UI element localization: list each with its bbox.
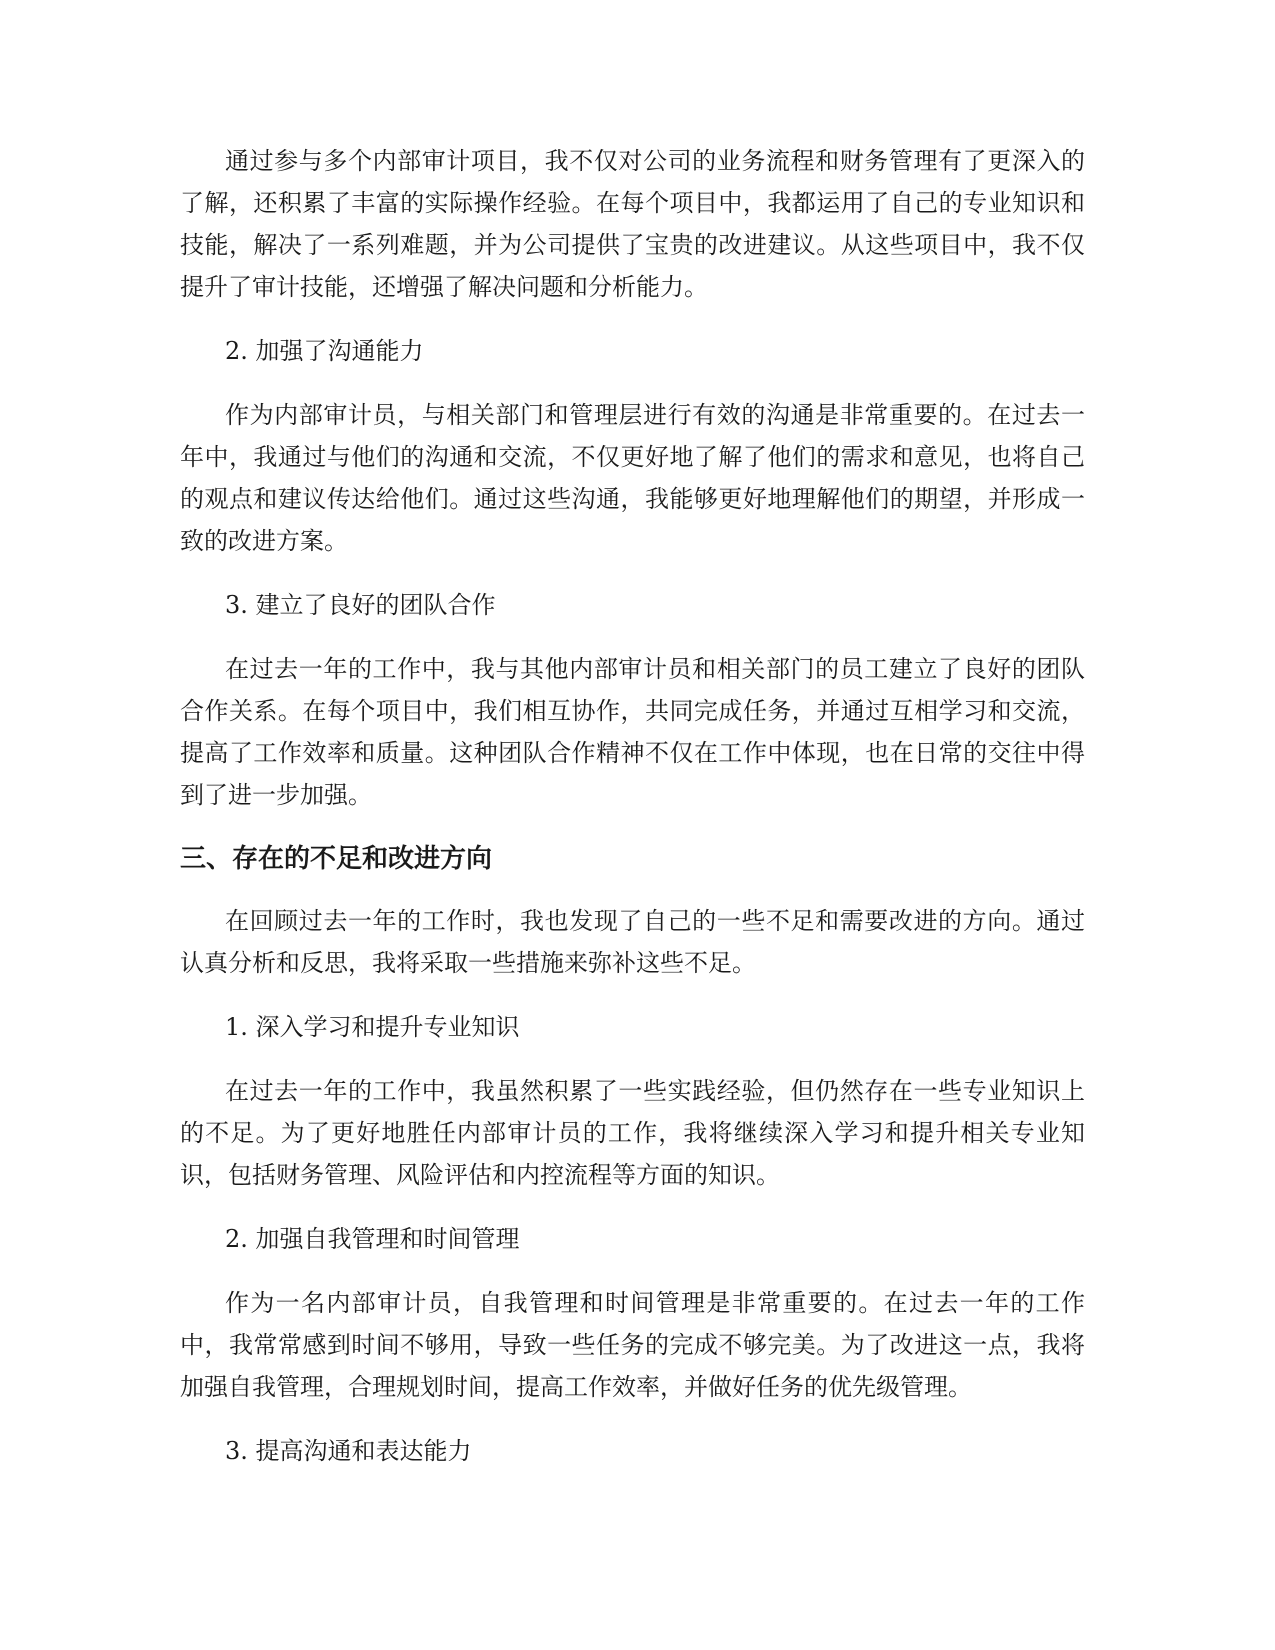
subheading-time-management: 2. 加强自我管理和时间管理 <box>225 1225 520 1253</box>
paragraph-communication: 作为内部审计员，与相关部门和管理层进行有效的沟通是非常重要的。在过去一年中，我通过与他们的沟通和交流，不仅更好地了解了他们的需求和意见，也将自己的观点和建议传达给他们。通过这些沟通，我能够更好地理解他们的期望，并形成一致的改进方案。 <box>180 401 1085 555</box>
document-page <box>180 140 1085 1494</box>
paragraph-professional-knowledge: 在过去一年的工作中，我虽然积累了一些实践经验，但仍然存在一些专业知识上的不足。为了更好地胜任内部审计员的工作，我将继续深入学习和提升相关专业知识，包括财务管理、风险评估和内控流程等方面的知识。 <box>180 1077 1085 1189</box>
subheading-teamwork: 3. 建立了良好的团队合作 <box>225 591 496 619</box>
paragraph-shortcomings-intro: 在回顾过去一年的工作时，我也发现了自己的一些不足和需要改进的方向。通过认真分析和反思，我将采取一些措施来弥补这些不足。 <box>180 907 1085 977</box>
subheading-expression: 3. 提高沟通和表达能力 <box>225 1437 472 1465</box>
subheading-communication: 2. 加强了沟通能力 <box>225 337 424 365</box>
paragraph-audit-projects: 通过参与多个内部审计项目，我不仅对公司的业务流程和财务管理有了更深入的了解，还积累了丰富的实际操作经验。在每个项目中，我都运用了自己的专业知识和技能，解决了一系列难题，并为公司提供了宝贵的改进建议。从这些项目中，我不仅提升了审计技能，还增强了解决问题和分析能力。 <box>180 147 1085 301</box>
paragraph-teamwork: 在过去一年的工作中，我与其他内部审计员和相关部门的员工建立了良好的团队合作关系。在每个项目中，我们相互协作，共同完成任务，并通过互相学习和交流，提高了工作效率和质量。这种团队合作精神不仅在工作中体现，也在日常的交往中得到了进一步加强。 <box>180 655 1085 809</box>
section-heading-shortcomings: 三、存在的不足和改进方向 <box>180 844 493 874</box>
subheading-professional-knowledge: 1. 深入学习和提升专业知识 <box>225 1013 520 1041</box>
paragraph-time-management: 作为一名内部审计员，自我管理和时间管理是非常重要的。在过去一年的工作中，我常常感到时间不够用，导致一些任务的完成不够完美。为了改进这一点，我将加强自我管理，合理规划时间，提高工作效率，并做好任务的优先级管理。 <box>180 1289 1085 1401</box>
